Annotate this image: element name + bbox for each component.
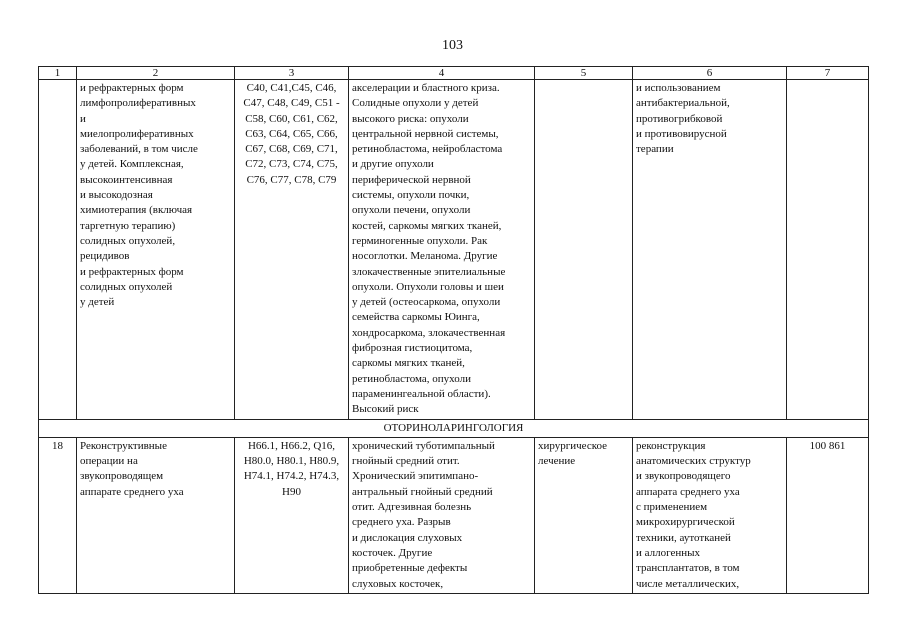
table-row bbox=[39, 437, 869, 593]
column-header: 3 bbox=[235, 67, 349, 80]
medical-care-table bbox=[38, 66, 869, 594]
cost-cell bbox=[787, 80, 869, 420]
icd-codes-cell: C40, C41,C45, C46, C47, C48, C49, C51 - C58, C60, C61, C62, C63, C64, C65, C66, C67, C68, C69, C71, C72, C73, C74, C75, C76, C77, C78, C79 bbox=[235, 80, 349, 420]
row-number-cell: 18 bbox=[39, 437, 77, 593]
column-header: 7 bbox=[787, 67, 869, 80]
treatment-method-cell: и использованием антибактериальной, противогрибковой и противовирусной терапии bbox=[633, 80, 787, 420]
row-number-cell bbox=[39, 80, 77, 420]
treatment-type-cell: хирургическое лечение bbox=[535, 437, 633, 593]
care-type-name-cell: Реконструктивные операции на звукопроводящем аппарате среднего уха bbox=[77, 437, 235, 593]
icd-codes-cell: H66.1, H66.2, Q16, H80.0, H80.1, H80.9, H74.1, H74.2, H74.3, H90 bbox=[235, 437, 349, 593]
treatment-type-cell bbox=[535, 80, 633, 420]
page-number: 103 bbox=[442, 38, 463, 53]
care-type-name-cell: и рефрактерных форм лимфопролиферативных и миелопролиферативных заболеваний, в том числе у детей. Комплексная, высокоинтенсивная и высокодозная химиотерапия (включая таргетную терапию) солидных опухолей, рецидивов и рефрактерных форм солидных опухолей у детей bbox=[77, 80, 235, 420]
section-title: ОТОРИНОЛАРИНГОЛОГИЯ bbox=[39, 419, 869, 437]
cost-cell: 100 861 bbox=[787, 437, 869, 593]
treatment-method-cell: реконструкция анатомических структур и звукопроводящего аппарата среднего уха с применением микрохирургической техники, аутотканей и аллогенных трансплантатов, в том числе металлических, bbox=[633, 437, 787, 593]
column-header: 1 bbox=[39, 67, 77, 80]
diagnosis-cell: акселерации и бластного криза. Солидные опухоли у детей высокого риска: опухоли центральной нервной системы, ретинобластома, нейробластома и другие опухоли периферической нервной системы, опухоли почки, опухоли печени, опухоли костей, саркомы мягких тканей, герминогенные опухоли. Рак носоглотки. Меланома. Другие злокачественные эпителиальные опухоли. Опухоли головы и шеи у детей (остеосаркома, опухоли семейства саркомы Юинга, хондросаркома, злокачественная фиброзная гистиоцитома, саркомы мягких тканей, ретинобластома, опухоли параменингеальной области). Высокий риск bbox=[349, 80, 535, 420]
column-header: 6 bbox=[633, 67, 787, 80]
section-row bbox=[39, 419, 869, 437]
column-header: 2 bbox=[77, 67, 235, 80]
table-row bbox=[39, 80, 869, 420]
diagnosis-cell: хронический туботимпальный гнойный средний отит. Хронический эпитимпано- антральный гнойный средний отит. Адгезивная болезнь среднего уха. Разрыв и дислокация слуховых косточек. Другие приобретенные дефекты слуховых косточек, bbox=[349, 437, 535, 593]
column-number-header-row bbox=[39, 67, 869, 80]
column-header: 5 bbox=[535, 67, 633, 80]
column-header: 4 bbox=[349, 67, 535, 80]
